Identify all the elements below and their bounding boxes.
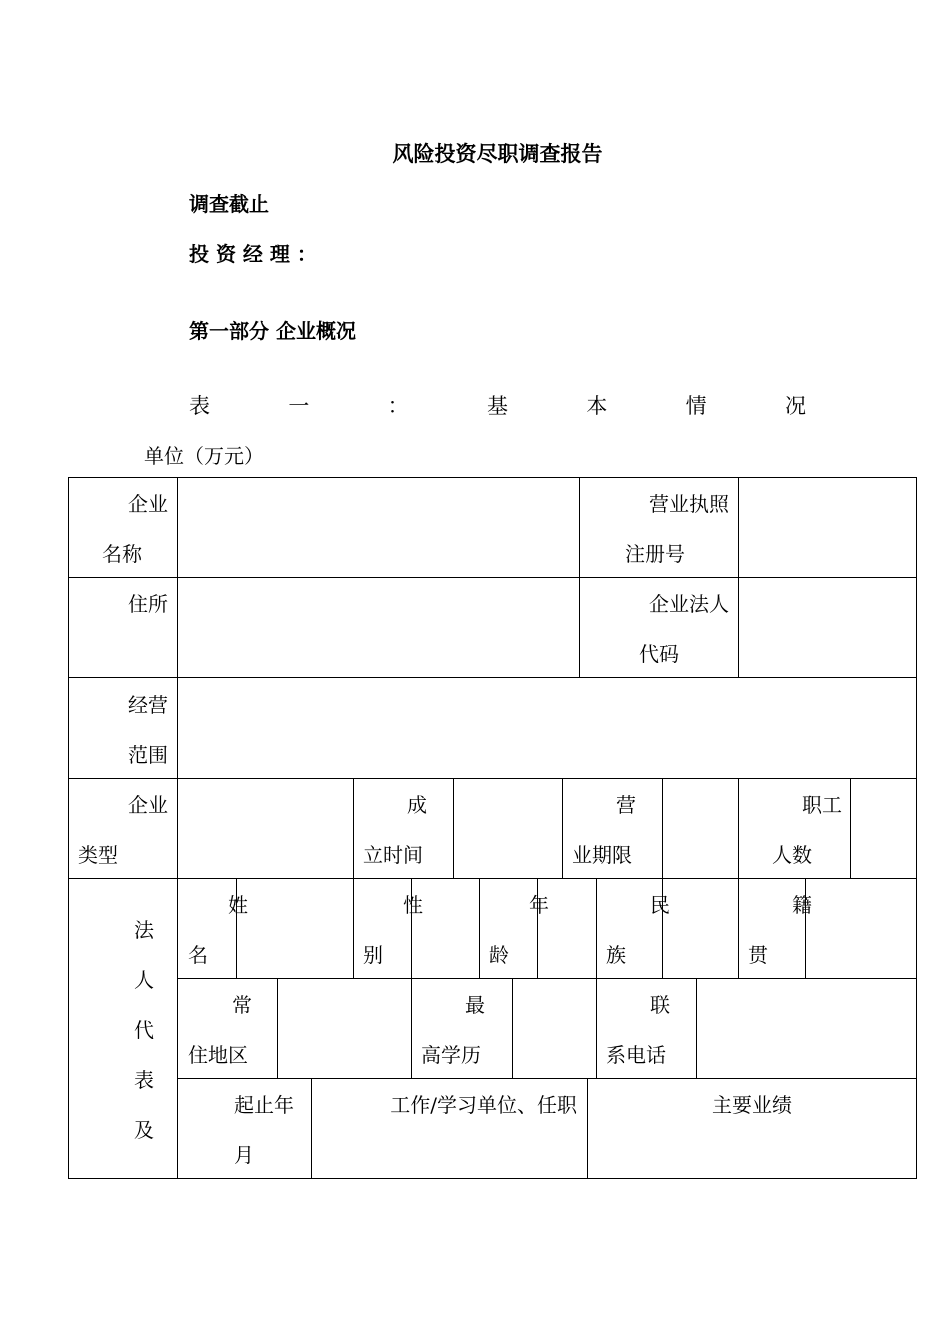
phone-label: 联 系电话 bbox=[606, 993, 670, 1067]
caption-char: 况 bbox=[784, 394, 806, 418]
table-rule bbox=[453, 778, 454, 878]
table-rule bbox=[850, 778, 851, 878]
table-rule bbox=[562, 778, 563, 878]
caption-char: 本 bbox=[586, 394, 608, 418]
caption-char: 基 bbox=[486, 394, 508, 418]
table-rule bbox=[738, 477, 739, 677]
caption-char: ： bbox=[387, 394, 409, 418]
table-rule bbox=[177, 477, 178, 1179]
table-rule bbox=[277, 978, 278, 1078]
period-label: 起止年 月 bbox=[234, 1093, 294, 1167]
ethnicity-label: 民 族 bbox=[606, 893, 670, 967]
table-border bbox=[916, 477, 917, 1179]
staff-label: 职工 人数 bbox=[772, 793, 842, 867]
term-label: 营 业期限 bbox=[572, 793, 636, 867]
caption-char: 一 bbox=[288, 394, 310, 418]
caption-char: 情 bbox=[685, 394, 707, 418]
table-rule bbox=[68, 778, 917, 779]
founded-label: 成 立时间 bbox=[363, 793, 427, 867]
legal-rep-label: 法 人 代 表 及 bbox=[134, 918, 154, 1142]
table-rule bbox=[411, 978, 412, 1078]
address-label: 住所 bbox=[128, 592, 168, 616]
table-rule bbox=[479, 878, 480, 978]
table-rule bbox=[311, 1078, 312, 1178]
part-title: 第一部分 企业概况 bbox=[189, 319, 356, 343]
table-rule bbox=[579, 477, 580, 677]
deadline-label: 调查截止 bbox=[189, 192, 269, 216]
residence-label: 常 住地区 bbox=[188, 993, 252, 1067]
table-rule bbox=[596, 978, 597, 1078]
table-rule bbox=[353, 878, 354, 978]
table-rule bbox=[177, 1078, 917, 1079]
origin-label: 籍 贯 bbox=[748, 893, 812, 967]
manager-label: 投 资 经 理 ： bbox=[189, 242, 317, 266]
table-rule bbox=[68, 577, 917, 578]
table-rule bbox=[353, 778, 354, 878]
work-unit-label: 工作/学习单位、任职 bbox=[390, 1093, 577, 1117]
table-rule bbox=[587, 1078, 588, 1178]
company-type-label: 企业 类型 bbox=[78, 793, 168, 867]
table-border bbox=[68, 1178, 917, 1179]
education-label: 最 高学历 bbox=[421, 993, 485, 1067]
document-title: 风险投资尽职调查报告 bbox=[392, 141, 603, 166]
unit-label: 单位（万元） bbox=[144, 444, 264, 468]
gender-label: 性 别 bbox=[363, 893, 423, 967]
table-border bbox=[68, 477, 69, 1179]
license-no-label: 营业执照 注册号 bbox=[625, 492, 729, 566]
table-rule bbox=[738, 778, 739, 878]
company-name-label: 企业 名称 bbox=[102, 492, 168, 566]
table-rule bbox=[662, 778, 663, 878]
caption-char: 表 bbox=[189, 394, 210, 418]
table-rule bbox=[696, 978, 697, 1078]
table-rule bbox=[68, 677, 917, 678]
table-rule bbox=[738, 878, 739, 978]
age-label: 年 龄 bbox=[489, 893, 549, 967]
achievements-label: 主要业绩 bbox=[712, 1093, 792, 1117]
table-border bbox=[68, 477, 917, 478]
business-scope-label: 经营 范围 bbox=[128, 693, 168, 767]
table-rule bbox=[512, 978, 513, 1078]
table-rule bbox=[596, 878, 597, 978]
table-caption bbox=[189, 390, 806, 420]
surname-label: 姓 名 bbox=[188, 893, 248, 967]
legal-code-label: 企业法人 代码 bbox=[639, 592, 729, 666]
